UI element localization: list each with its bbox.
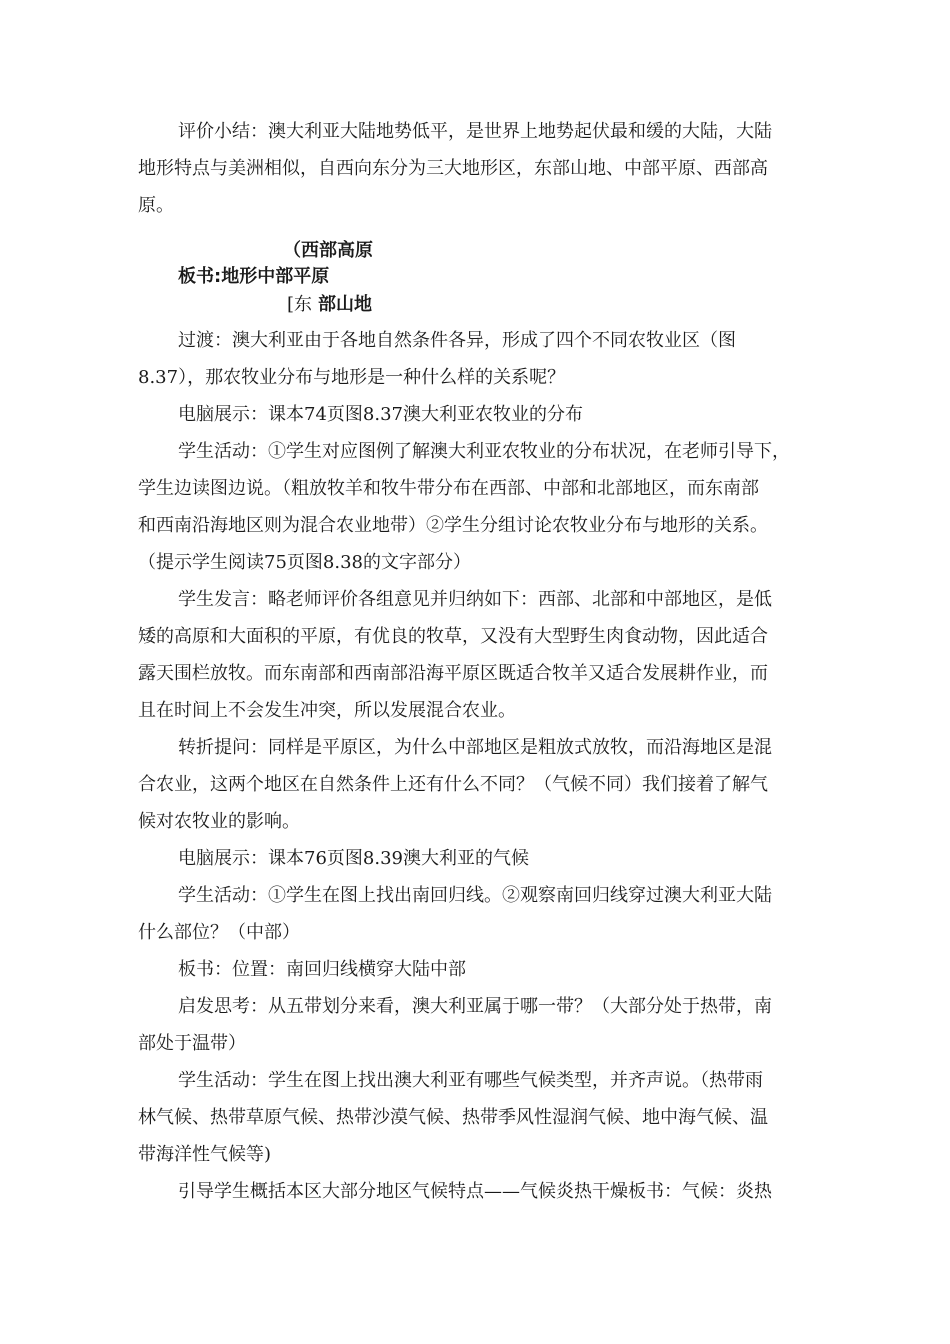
text-line: 且在时间上不会发生冲突，所以发展混合农业。 <box>138 700 516 721</box>
paragraph-transition <box>138 322 818 396</box>
paragraph-display-2 <box>138 840 818 877</box>
paragraph-think <box>138 988 818 1062</box>
text-line: 合农业，这两个地区在自然条件上还有什么不同？（气候不同）我们接着了解气 <box>138 774 768 795</box>
paragraph-board-position <box>138 951 818 988</box>
text-line: 板书：位置：南回归线横穿大陆中部 <box>178 959 466 980</box>
text-line: 什么部位？（中部） <box>138 922 300 943</box>
text-line: 引导学生概括本区大部分地区气候特点——气候炎热干燥板书：气候：炎热 <box>178 1181 772 1202</box>
text-line: 地形特点与美洲相似，自西向东分为三大地形区，东部山地、中部平原、西部高 <box>138 158 768 179</box>
text-line: 转折提问：同样是平原区，为什么中部地区是粗放式放牧，而沿海地区是混 <box>178 737 772 758</box>
text-line: 评价小结：澳大利亚大陆地势低平，是世界上地势起伏最和缓的大陆，大陆 <box>178 121 772 142</box>
text-line: 林气候、热带草原气候、热带沙漠气候、热带季风性湿润气候、地中海气候、温 <box>138 1107 768 1128</box>
text-line: 矮的高原和大面积的平原，有优良的牧草，又没有大型野生肉食动物，因此适合 <box>138 626 768 647</box>
text-line: 候对农牧业的影响。 <box>138 811 300 832</box>
paragraph-question <box>138 729 818 840</box>
paragraph-display-1 <box>138 396 818 433</box>
paragraph-activity-1 <box>138 433 818 581</box>
text-line: 原。 <box>138 195 174 216</box>
text-line: 部处于温带） <box>138 1033 246 1054</box>
text-line: 电脑展示：课本76页图8.39澳大利亚的气候 <box>178 848 529 869</box>
paragraph-activity-2 <box>138 877 818 951</box>
text-line: （提示学生阅读75页图8.38的文字部分） <box>138 552 471 573</box>
paragraph-summary <box>138 113 818 224</box>
text-line: 过渡：澳大利亚由于各地自然条件各异，形成了四个不同农牧业区（图 <box>178 330 736 351</box>
paragraph-activity-3 <box>138 1062 818 1173</box>
paragraph-speech <box>138 581 818 729</box>
text-line: 学生活动：①学生对应图例了解澳大利亚农牧业的分布状况，在老师引导下， <box>178 441 790 462</box>
text-line: 电脑展示：课本74页图8.37澳大利亚农牧业的分布 <box>178 404 583 425</box>
text-line: 带海洋性气候等) <box>138 1144 272 1165</box>
board-line-west-plateau: （西部高原 <box>283 240 373 261</box>
text-line: 学生边读图边说。（粗放牧羊和牧牛带分布在西部、中部和北部地区，而东南部 <box>138 478 759 499</box>
board-line-east-mountains: 部山地 <box>318 294 372 315</box>
text-line: 学生发言：略老师评价各组意见并归纳如下：西部、北部和中部地区，是低 <box>178 589 772 610</box>
board-line-east-mark: [东 <box>287 294 313 315</box>
text-line: 启发思考：从五带划分来看，澳大利亚属于哪一带？（大部分处于热带，南 <box>178 996 772 1017</box>
paragraph-guide <box>138 1173 818 1210</box>
text-line: 8.37），那农牧业分布与地形是一种什么样的关系呢？ <box>138 367 566 388</box>
text-line: 露天围栏放牧。而东南部和西南部沿海平原区既适合牧羊又适合发展耕作业，而 <box>138 663 768 684</box>
text-line: 学生活动：学生在图上找出澳大利亚有哪些气候类型，并齐声说。（热带雨 <box>178 1070 763 1091</box>
text-line: 学生活动：①学生在图上找出南回归线。②观察南回归线穿过澳大利亚大陆 <box>178 885 772 906</box>
text-line: 和西南沿海地区则为混合农业地带）②学生分组讨论农牧业分布与地形的关系。 <box>138 515 768 536</box>
board-line-central-plain: 板书:地形中部平原 <box>178 266 330 287</box>
